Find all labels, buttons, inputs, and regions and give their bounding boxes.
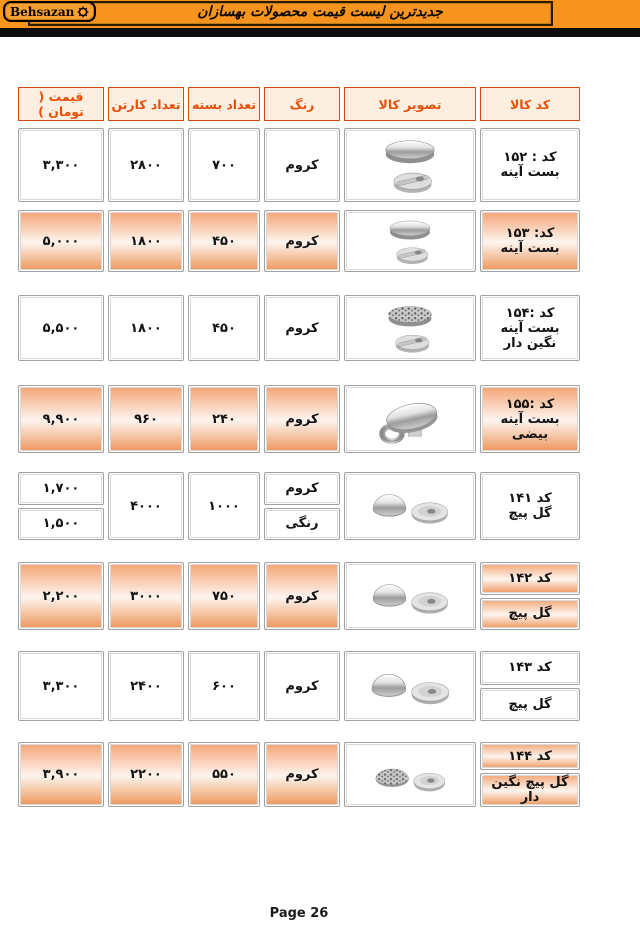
color-cell: کروم [264,472,340,505]
product-image-cell [344,472,476,540]
gear-icon [77,6,89,18]
top-banner [0,0,640,28]
product-image-cell [344,385,476,453]
product-name: بست آینه [500,165,560,180]
col-header-code: کد کالا [480,87,580,121]
dotted-cap-and-base-image [351,297,469,359]
product-name: گل پیچ [508,506,552,521]
product-name: بست آینه بیضی [500,411,560,442]
product-code: کد : ۱۵۲ [503,150,557,165]
oval-clamp-image [351,387,469,451]
dome-and-washer-image [351,474,469,538]
product-image-cell [344,651,476,721]
col-header-color: رنگ [264,87,340,121]
product-code: کد ۱۴۱ [508,491,552,506]
product-image-cell [344,295,476,361]
price-cell: ۱,۵۰۰ [18,508,104,541]
color-cell: کروم [264,651,340,721]
price-cell: ۹,۹۰۰ [18,385,104,453]
product-code: کد: ۱۵۳ [505,226,555,241]
price-cell: ۳,۳۰۰ [18,128,104,202]
carton-qty-cell: ۲۴۰۰ [108,651,184,721]
table-row [14,292,584,364]
dome-and-washer-image [351,653,469,719]
price-table [14,84,584,810]
product-code-cell [480,128,580,202]
product-name: بست آینه [500,241,560,256]
product-code-cell [480,472,580,540]
banner-title: جدیدترین لیست قیمت محصولات بهسازان [197,3,443,20]
product-name: گل پیچ نگین دار [480,773,580,807]
color-cell: رنگی [264,508,340,541]
carton-qty-cell: ۳۰۰۰ [108,562,184,630]
col-header-price: قیمت ( تومان ) [18,87,104,121]
product-code: کد ۱۴۲ [480,562,580,595]
table-row [14,648,584,724]
table-row [14,469,584,543]
color-cell: کروم [264,562,340,630]
color-cell: کروم [264,210,340,272]
product-code: کد :۱۵۴ [505,305,555,321]
col-header-image: تصویر کالا [344,87,476,121]
product-image-cell [344,210,476,272]
color-cell: کروم [264,128,340,202]
product-code: کد :۱۵۵ [505,396,555,412]
cap-and-base-image [351,130,469,200]
table-row [14,125,584,205]
pack-qty-cell: ۱۰۰۰ [188,472,260,540]
price-cell: ۳,۹۰۰ [18,742,104,807]
price-cell: ۵,۰۰۰ [18,210,104,272]
product-name: بست آینه نگین دار [500,320,560,351]
price-cell: ۳,۳۰۰ [18,651,104,721]
carton-qty-cell: ۲۸۰۰ [108,128,184,202]
product-name: گل پیچ [480,598,580,631]
pack-qty-cell: ۷۰۰ [188,128,260,202]
carton-qty-cell: ۱۸۰۰ [108,210,184,272]
carton-qty-cell: ۱۸۰۰ [108,295,184,361]
price-cell: ۱,۷۰۰ [18,472,104,505]
dome-and-washer-image [351,564,469,628]
pack-qty-cell: ۷۵۰ [188,562,260,630]
product-code: کد ۱۴۳ [480,651,580,685]
color-cell: کروم [264,295,340,361]
product-code-cell [480,295,580,361]
cap-and-base-image [351,212,469,270]
pack-qty-cell: ۵۵۰ [188,742,260,807]
banner-divider-bar [0,28,640,37]
product-image-cell [344,742,476,807]
product-image-cell [344,562,476,630]
table-header-row [14,84,584,124]
product-code: کد ۱۴۴ [480,742,580,770]
price-cell: ۵,۵۰۰ [18,295,104,361]
logo-text: Behsazan [10,4,75,19]
table-row [14,382,584,456]
product-name: گل پیچ [480,688,580,722]
col-header-carton-qty: تعداد کارتن [108,87,184,121]
price-cell: ۲,۲۰۰ [18,562,104,630]
carton-qty-cell: ۴۰۰۰ [108,472,184,540]
table-row [14,559,584,633]
product-image-cell [344,128,476,202]
dotted-dome-and-washer-image [351,746,469,804]
table-row [14,207,584,275]
product-code-cell [480,385,580,453]
page-number: Page 26 [269,906,329,921]
product-code-cell [480,210,580,272]
color-cell: کروم [264,742,340,807]
behsazan-logo [3,1,96,22]
pack-qty-cell: ۶۰۰ [188,651,260,721]
carton-qty-cell: ۹۶۰ [108,385,184,453]
pack-qty-cell: ۴۵۰ [188,210,260,272]
color-cell: کروم [264,385,340,453]
pack-qty-cell: ۲۴۰ [188,385,260,453]
col-header-pack-qty: تعداد بسته [188,87,260,121]
carton-qty-cell: ۲۲۰۰ [108,742,184,807]
table-row [14,739,584,810]
pack-qty-cell: ۴۵۰ [188,295,260,361]
